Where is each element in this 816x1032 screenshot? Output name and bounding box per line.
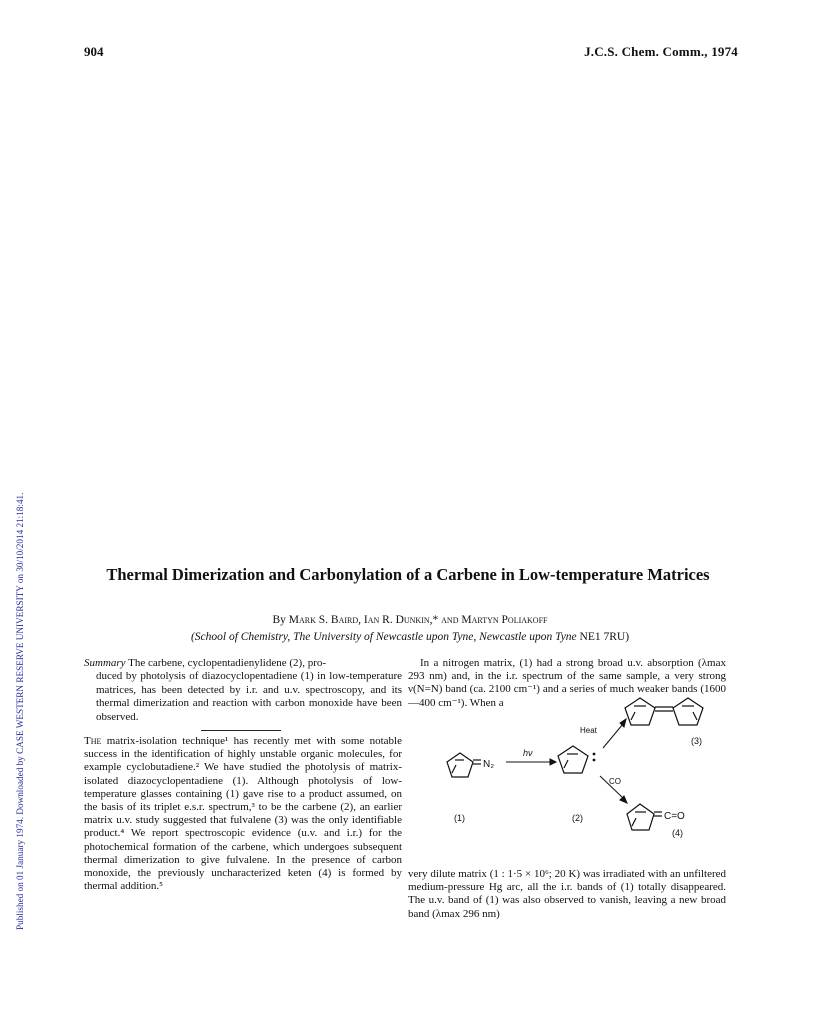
heat-label: Heat [580, 726, 597, 735]
affiliation-main: (School of Chemistry, The University of Newcastle upon Tyne, Newcastle upon Tyne [190, 631, 577, 643]
body-paragraph-left [84, 735, 402, 893]
co-label: CO [609, 777, 621, 786]
heat-arrow [603, 719, 626, 748]
n2-label: N₂ [483, 759, 495, 770]
keten-structure [627, 804, 662, 830]
body-paragraph-right-bottom: very dilute matrix (1 : 1·5 × 10⁶; 20 K) was irradiated with an unfiltered medium-pressure Hg arc, all the i.r. bands of (1) totally disappeared. The u.v. band of (1) was also observed to vanish, leaving a new broad band (λmax 296 nm) [408, 868, 726, 920]
summary-block [84, 657, 402, 724]
summary-text: duced by photolysis of diazocyclopentadiene (1) in low-temperature matrices, has been detected by i.r. and u.v. spectroscopy, and its thermal dimerization and reaction with carbon monoxide have been observed. [96, 670, 402, 723]
download-stamp [10, 0, 28, 1032]
compound-4-label: (4) [672, 828, 683, 838]
summary-lead: Summary [84, 657, 126, 669]
by-label: By [272, 614, 286, 626]
summary-first-line: The carbene, cyclopentadienylidene (2), pro- [125, 657, 327, 669]
body-left-text: matrix-isolation technique¹ has recently met with some notable success in the identification of highly unstable organic molecules, for example cyclobutadiene.² We have studied the photolysis of matrix-isolated diazocyclopentadiene (1). Although photolysis of low-temperature glasses containing (1) gave rise to a product assumed, on the basis of its triplet e.s.r. spectrum,³ to be the carbene (2), an earlier matrix u.v. study suggested that fulvalene (3) was the only identifiable product.⁴ We report spectroscopic evidence (u.v. and i.r.) for the photochemical formation of the carbene, which undergoes subsequent thermal dimerization to give fulvalene. In the presence of carbon monoxide, the previously uncharacterized keten (4) is formed by thermal addition.⁵ [84, 735, 402, 893]
hv-label: hν [523, 748, 533, 758]
diazocyclopentadiene-structure [447, 753, 481, 777]
journal-header: J.C.S. Chem. Comm., 1974 [584, 44, 738, 59]
article-title: Thermal Dimerization and Carbonylation of a Carbene in Low-temperature Matrices [106, 565, 710, 584]
compound-2-label: (2) [572, 813, 583, 823]
author-names: Mark S. Baird, Ian R. Dunkin,* and Martyn Poliakoff [288, 614, 548, 626]
photolysis-arrow [506, 759, 556, 765]
carbene-dot-lower [593, 759, 596, 762]
page-number: 904 [84, 44, 104, 59]
carbene-structure [558, 746, 588, 773]
reaction-scheme [408, 688, 728, 858]
compound-3-label: (3) [691, 736, 702, 746]
carbene-dot-upper [593, 753, 596, 756]
fulvalene-structure [625, 698, 703, 725]
download-stamp-text: Published on 01 January 1974. Downloaded by CASE WESTERN RESERVE UNIVERSITY on 30/10/2014 21:18:41. [15, 492, 25, 930]
author-line [84, 613, 736, 628]
keten-carbonyl-label: C=O [664, 811, 685, 822]
section-divider [201, 730, 281, 731]
affiliation-postcode: NE1 7RU) [576, 631, 630, 643]
body-paragraph-right-top: In a nitrogen matrix, (1) had a strong broad u.v. absorption (λmax 293 nm) and, in the i.r. spectrum of the same sample, a very strong ν(N=N) band (ca. 2100 cm⁻¹) and a series of much weaker bands (1600—400 cm⁻¹). When a [408, 657, 726, 709]
body-lead-word: The [84, 735, 102, 747]
affiliation [84, 630, 736, 645]
compound-1-label: (1) [454, 813, 465, 823]
